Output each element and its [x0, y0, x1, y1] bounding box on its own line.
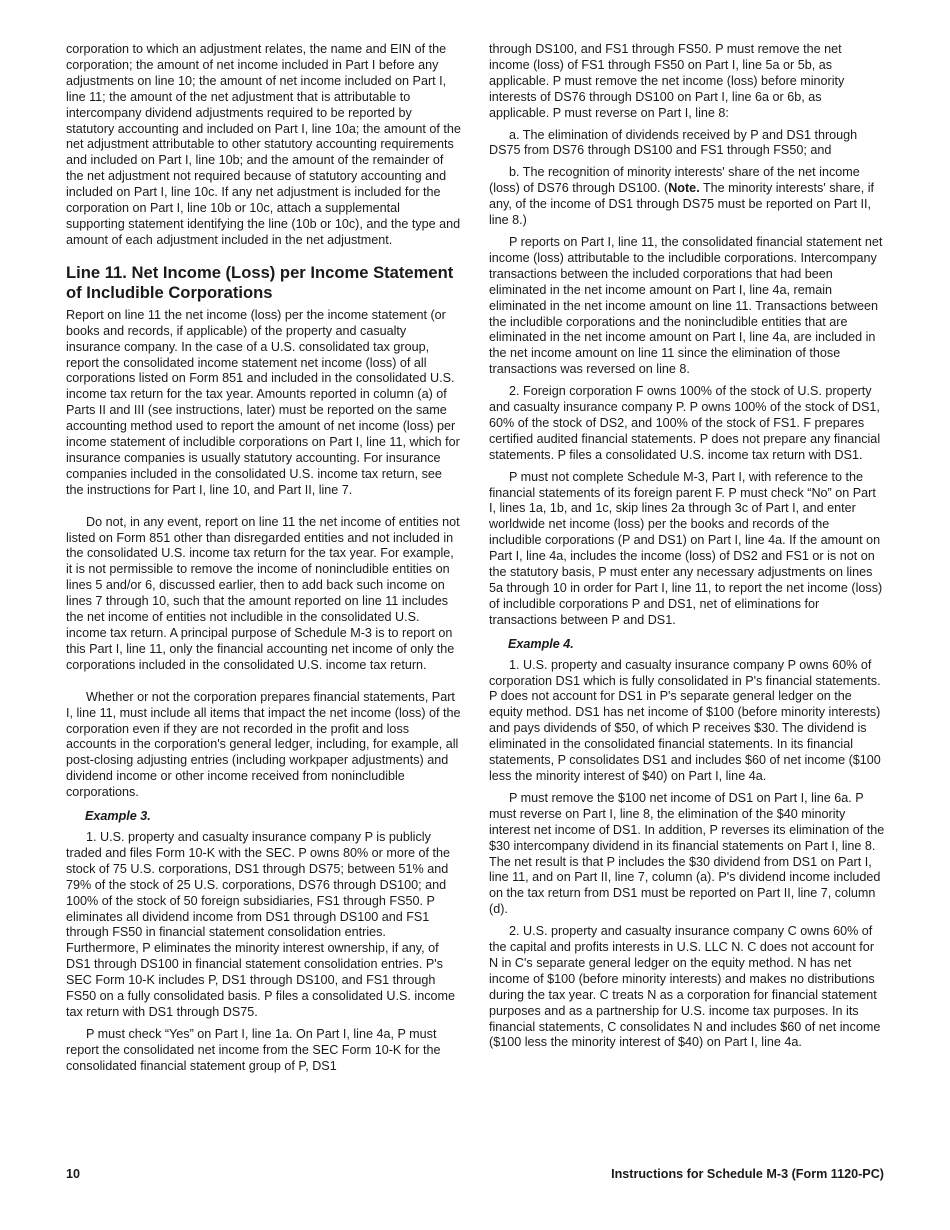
- footer-form-title: Instructions for Schedule M-3 (Form 1120-PC): [611, 1167, 884, 1181]
- paragraph-example-3-item-1: 1. U.S. property and casualty insurance company P is publicly traded and files Form 10-K with the SEC. P owns 80% or more of the stock of 75 U.S. corporations, DS1 through DS75; between 51% and 79% of the stock of 25 U.S. corporations, DS76 through DS100; and 100% of the stock of 50 foreign subsidiaries, FS1 through FS50. P eliminates all dividend income from DS1 through DS100 and FS1 through FS50 in financial statement consolidation entries. Furthermore, P eliminates the minority interest ownership, if any, of DS1 through DS100 in financial statement consolidation entries. P's SEC Form 10-K includes P, DS1 through DS100, and FS1 through FS50 on a fully consolidated basis. P files a consolidated U.S. income tax return with DS1 through DS75.: [66, 829, 455, 1019]
- paragraph-example-4-item-2: 2. U.S. property and casualty insurance company C owns 60% of the capital and profits interests in U.S. LLC N. C does not account for N in C's separate general ledger on the equity method. N has net income of $100 (before minority interests) and makes no distributions during the tax year. C treats N as a corporation for financial statement purposes and as a partnership for U.S. income tax purposes. In its financial statements, C consolidates N and includes $60 of net income ($100 less the minority interest of $40) on Part I, line 4a.: [489, 924, 881, 1050]
- paragraph-example-3-check-yes: P must check “Yes” on Part I, line 1a. On Part I, line 4a, P must report the consolidated net income from the SEC Form 10-K for the consolidated financial statement group of P, DS1: [66, 1026, 441, 1073]
- paragraph-remove-net-income: through DS100, and FS1 through FS50. P must remove the net income (loss) of FS1 through FS50 on Part I, line 5a or 5b, as applicable. P must remove the net income (loss) before minority interests of DS76 through DS100 on Part I, line 6a or 6b, as applicable. P must reverse on Part I, line 8:: [489, 42, 845, 120]
- paragraph-line-11-report: Report on line 11 the net income (loss) per the income statement (or books and records, if applicable) of the property and casualty insurance company. In the case of a U.S. consolidated tax group, report the consolidated income statement net income (loss) of all corporations listed on Form 851 and included in the consolidated U.S. income tax return for the tax year. Amounts reported in column (a) of Parts II and III (see instructions, later) must be reported on the same accounting method used to report the amount of net income (loss) per income statement of includible corporations on Part I, line 11, which for insurance companies is usually statutory accounting. For insurance companies included in the consolidated U.S. income tax return, see the instructions for Part I, line 10, and Part II, line 7.: [66, 307, 460, 497]
- example-3-label: Example 3.: [85, 809, 151, 824]
- left-column: [66, 42, 462, 1081]
- right-column: [489, 42, 885, 1057]
- note-label: Note.: [668, 181, 700, 196]
- list-item-b-text: b. The recognition of minority interests' share of the net income (loss) of DS76 through DS100. (: [489, 165, 860, 196]
- paragraph-adjustment-detail: corporation to which an adjustment relates, the name and EIN of the corporation; the amount of net income included in Part I before any adjustments on line 10; the amount of net income included on Part I, line 11; the amount of the net adjustment that is attributable to intercompany dividend adjustments required to be reported by statutory accounting and included on Part I, line 10a; the amount of the net adjustment attributable to other statutory accounting requirements and included on Part I, line 10b; and the amount of the remainder of the net adjustment not required because of statutory accounting and included on Part I, line 10c. If any net adjustment is included for the corporation on Part I, line 10b or 10c, attach a supplemental supporting statement identifying the line (10b or 10c), and the type and amount of each adjustment included in the net adjustment.: [66, 42, 461, 247]
- list-item-a: a. The elimination of dividends received by P and DS1 through DS75 from DS76 through DS100 and FS1 through FS50; and: [489, 127, 858, 158]
- section-heading-line-11: Line 11. Net Income (Loss) per Income Statement of Includible Corporations: [66, 262, 454, 302]
- page-number: 10: [66, 1167, 81, 1181]
- list-item-b-note-text: The minority interests' share, if any, of the income of DS1 through DS75 must be reported on Part II, line 8.): [489, 181, 875, 228]
- example-4-label: Example 4.: [508, 636, 574, 651]
- paragraph-example-4-item-1: 1. U.S. property and casualty insurance company P owns 60% of corporation DS1 which is fully consolidated in P's financial statements. P does not account for DS1 in P's separate general ledger on the equity method. DS1 has net income of $100 (before minority interests) and pays dividends of $50, of which P receives $30. The dividend is eliminated in the consolidated financial statements. In its financial statements, P consolidates DS1 and includes $60 of net income ($100 less the minority interest of $40) on Part I, line 4a.: [489, 657, 881, 783]
- paragraph-p-reports-line-11: P reports on Part I, line 11, the consolidated financial statement net income (loss) attributable to the includible corporations. Intercompany transactions between the included corporations that had been eliminated in the net income amount on Part I, line 4a, remain eliminated in the net income amount on line 11. Transactions between the includible corporations and the nonincludible entities that are eliminated in the net income amount on Part I, line 4a, are included in the net income amount on line 11 since the elimination of those transactions was reversed on line 8.: [489, 234, 883, 377]
- paragraph-remove-ds1-income: P must remove the $100 net income of DS1 on Part I, line 6a. P must reverse on Part I, line 8, the elimination of the $40 minority interest net income of DS1. In addition, P reverses its elimination of the $30 intercompany dividend in its financial statements on Part I, line 8. The net result is that P includes the $30 dividend from DS1 on Part I, line 11, and on Part II, line 7, column (a). P's dividend income included on the tax return from DS1 must be reported on Part II, line 7, column (d).: [489, 790, 885, 917]
- paragraph-example-3-item-2: 2. Foreign corporation F owns 100% of the stock of U.S. property and casualty insurance company P. P owns 100% of the stock of DS1, 60% of the stock of DS2, and 100% of the stock of FS1. F prepares certified audited financial statements. P does not prepare any financial statements. P files a consolidated U.S. income tax return with DS1.: [489, 384, 881, 462]
- list-item-b: [489, 165, 885, 229]
- paragraph-do-not-report: Do not, in any event, report on line 11 the net income of entities not listed on Form 851 other than disregarded entities and not included in the consolidated U.S. income tax return for the tax year. For example, it is not permissible to remove the income of nonincludible entities on lines 5 and/or 6, discussed earlier, then to add back such income on lines 7 through 10, such that the amount reported on line 11 includes the net income of entities not includible in the consolidated U.S. income tax return. A principal purpose of Schedule M-3 is to report on this Part I, line 11, only the financial accounting net income of only the corporations included in the consolidated U.S. income tax return.: [66, 514, 460, 672]
- paragraph-must-not-complete: P must not complete Schedule M-3, Part I, with reference to the financial statements of its foreign parent F. P must check “No” on Part I, lines 1a, 1b, and 1c, skip lines 2a through 3c of Part I, and enter worldwide net income (loss) per the books and records of the includible corporations (P and DS1) on Part I, line 4a. If the amount on Part I, line 4a, includes the income (loss) of DS2 and FS1 or is not on the statutory basis, P must enter any necessary adjustments on lines 5a through 10 in order for Part I, line 11, to report the net income (loss) of includible corporations P and DS1, net of eliminations for transactions between P and DS1.: [489, 469, 883, 627]
- paragraph-financial-statements: Whether or not the corporation prepares financial statements, Part I, line 11, must include all items that impact the net income (loss) of the corporation even if they are not recorded in the profit and loss accounts in the corporation's general ledger, including, for example, all post-closing adjusting entries (including workpaper adjustments) and dividend income or other income received from nonincludible corporations.: [66, 689, 461, 800]
